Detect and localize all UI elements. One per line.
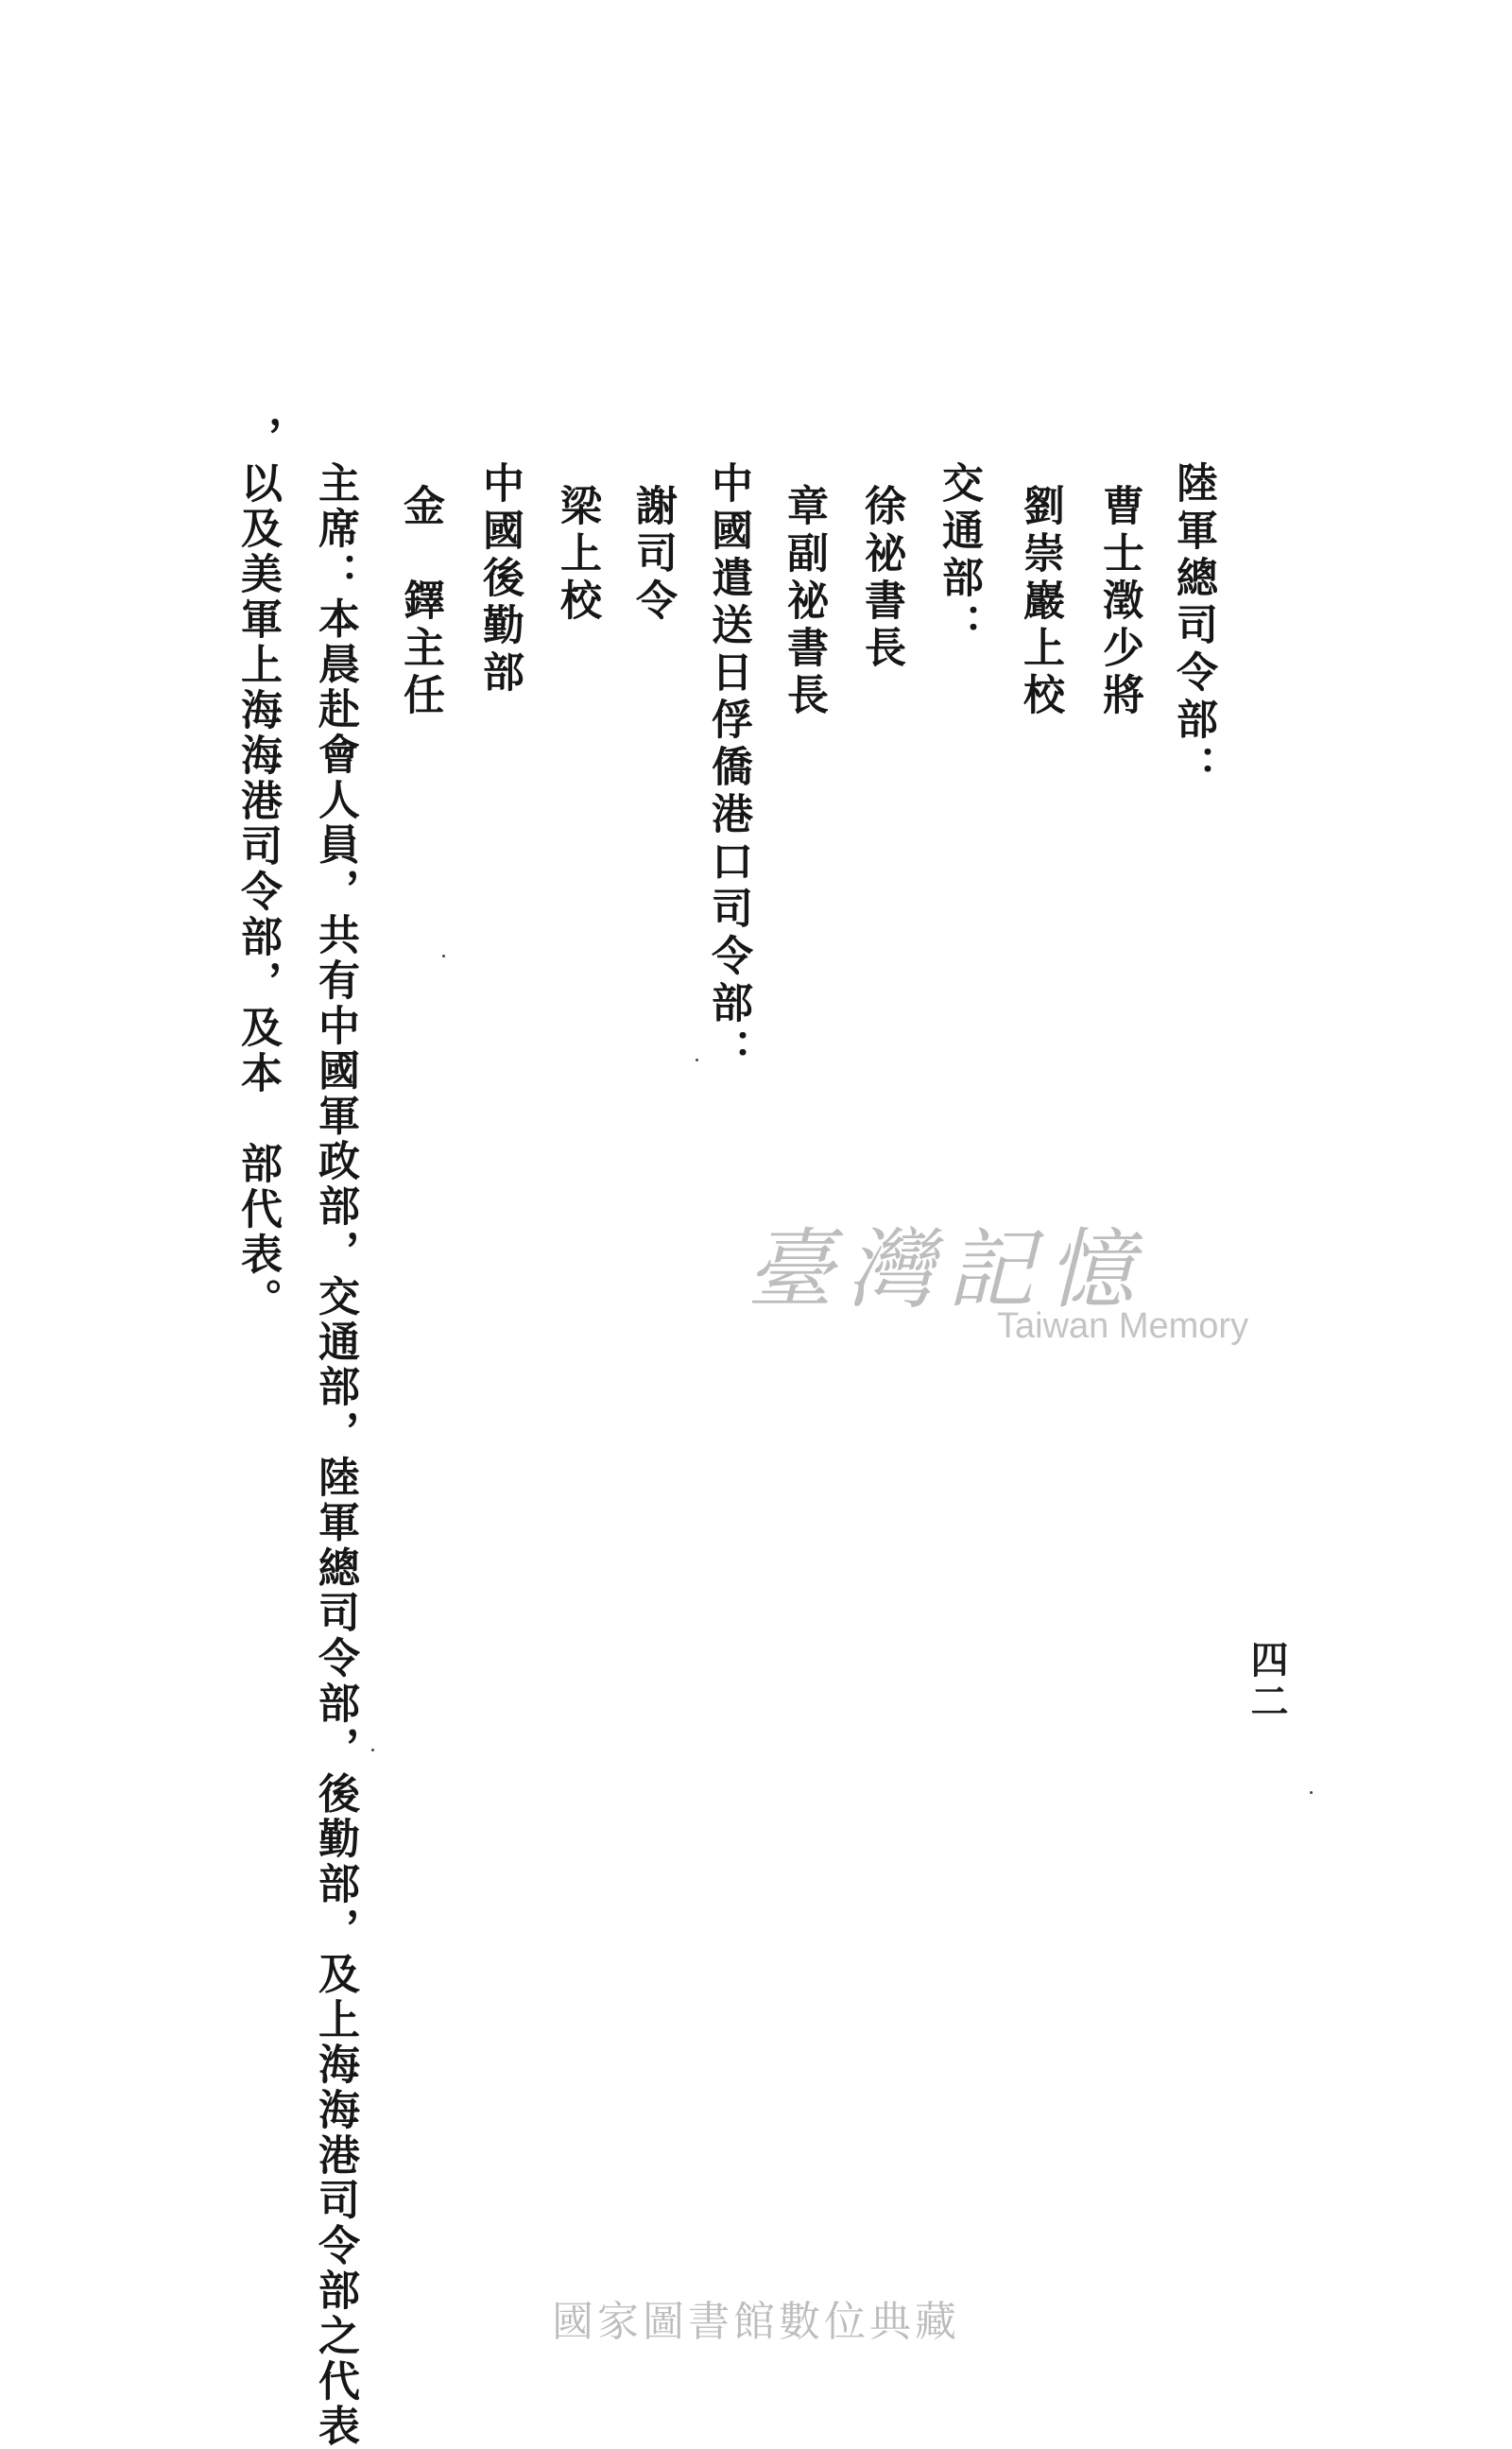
scan-speck [1310, 1791, 1313, 1794]
scan-speck [442, 955, 445, 957]
watermark-subtitle: Taiwan Memory [997, 1306, 1249, 1346]
text-column-5: 徐祕書長 [857, 484, 905, 673]
text-column-8: 謝司令 [628, 484, 677, 626]
text-column-2: 曹士澂少將 [1095, 484, 1143, 720]
watermark-title: 臺灣記憶 [747, 1219, 1148, 1320]
taiwan-memory-watermark [747, 1200, 1276, 1371]
scan-speck [696, 1059, 698, 1061]
text-column-9: 梁上校 [553, 484, 601, 626]
text-column-10: 中國後勤部 [475, 461, 524, 698]
text-column-6: 章副祕書長 [780, 484, 828, 720]
text-column-12: 主席：本晨赴會人員，共有中國軍政部，交通部，陸軍總司令部，後勤部，及上海海港司令部之代表 [311, 461, 359, 2449]
text-column-4: 交通部： [935, 461, 983, 650]
text-column-3: 劉崇巖上校 [1016, 484, 1064, 720]
text-column-11: 金 鐸主任 [396, 484, 444, 720]
text-column-7: 中國遣送日俘僑港口司令部： [704, 461, 752, 1076]
text-column-13: ，以及美軍上海海港司令部，及本 部代表。 [233, 416, 282, 1323]
page-number: 四二 [1245, 1640, 1289, 1723]
library-footer: 國家圖書館數位典藏 [552, 2298, 960, 2346]
text-column-1: 陸軍總司令部： [1169, 461, 1217, 792]
scan-speck [371, 1749, 374, 1751]
